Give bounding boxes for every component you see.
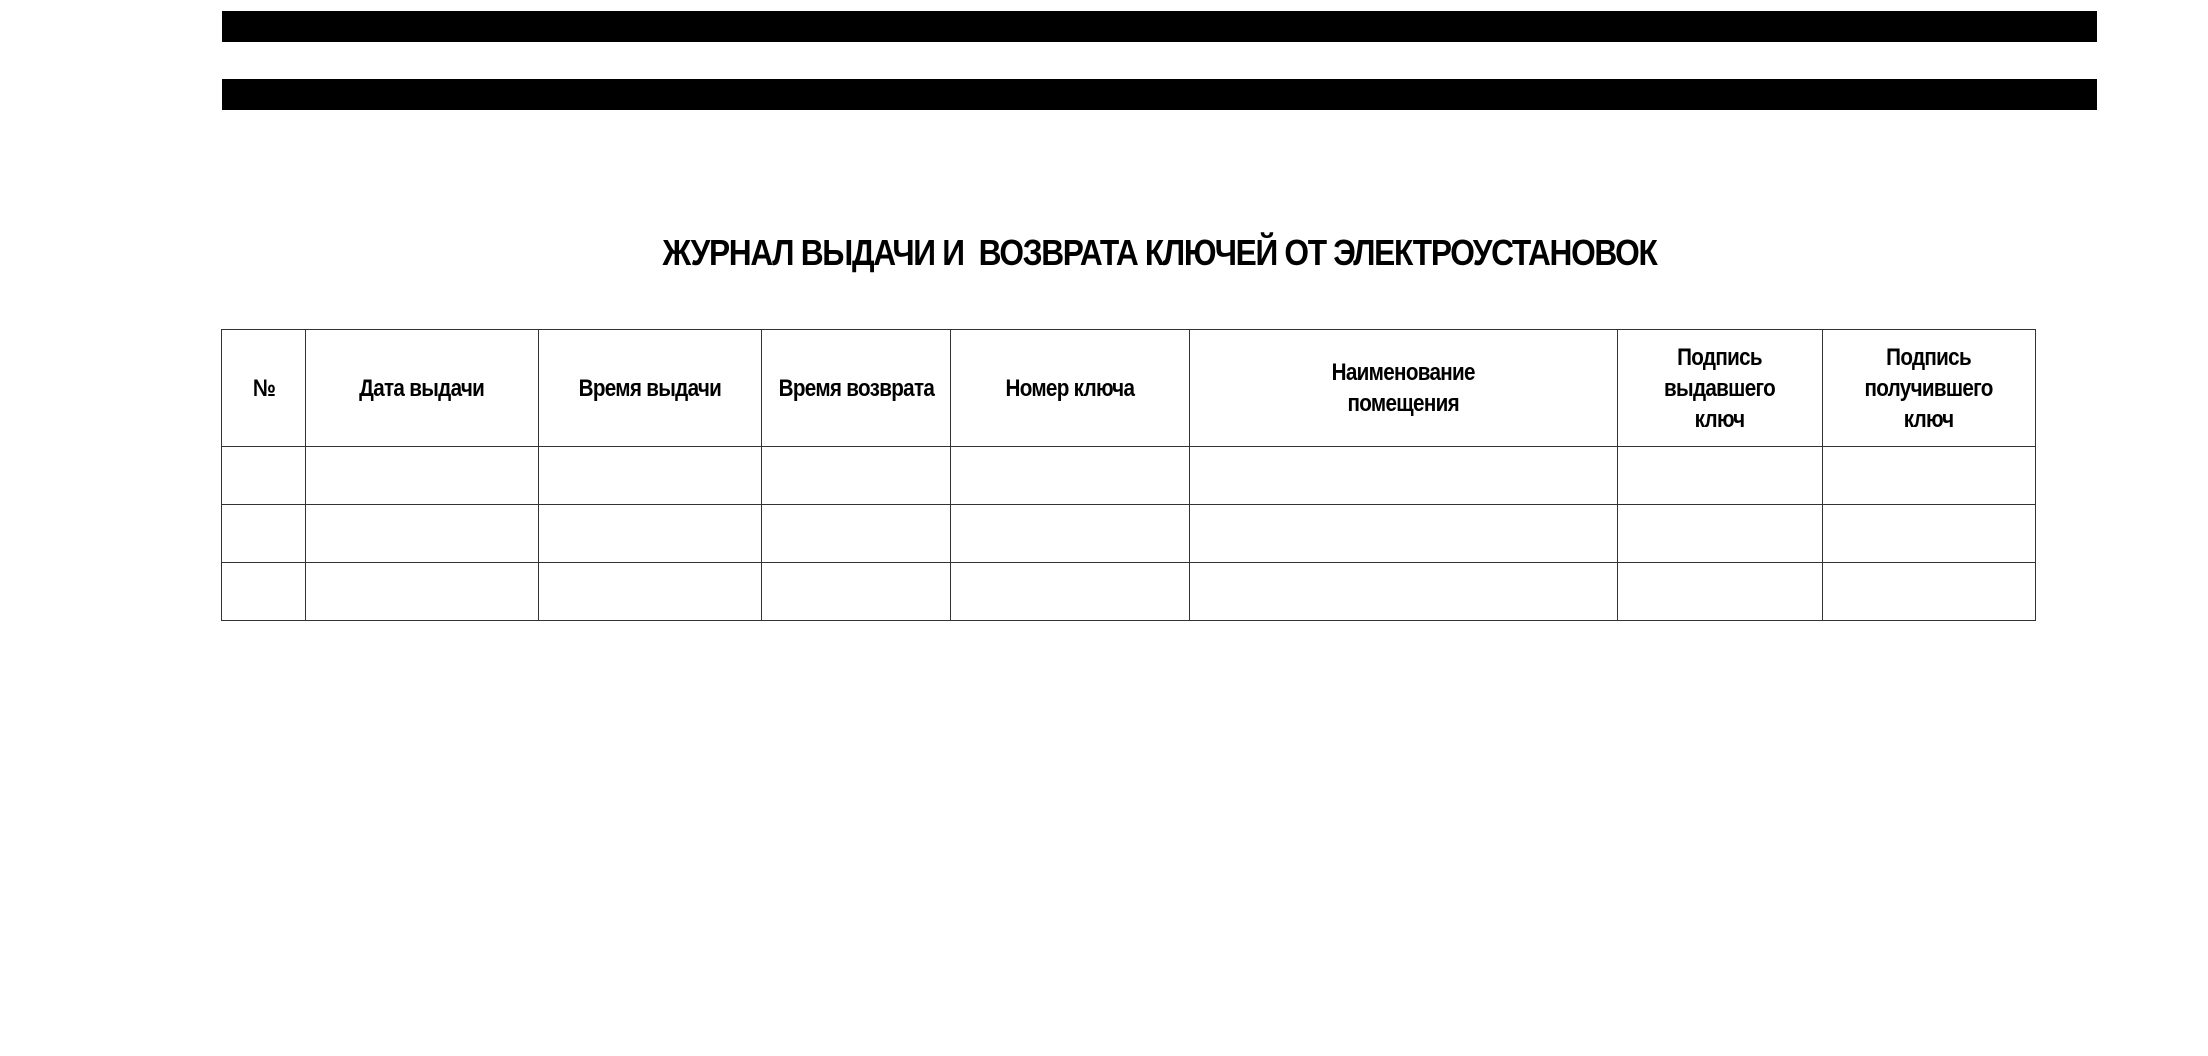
table-cell — [951, 505, 1190, 563]
table-cell — [762, 447, 951, 505]
table-row — [222, 563, 2036, 621]
table-cell — [762, 563, 951, 621]
table-cell — [1823, 563, 2036, 621]
column-header-receiver-signature: Подпись получившего ключ — [1823, 330, 2036, 447]
column-header-return-time: Время возврата — [762, 330, 951, 447]
column-header-room-name: Наименование помещения — [1190, 330, 1618, 447]
table-cell — [306, 505, 539, 563]
table-cell — [951, 447, 1190, 505]
table-cell — [222, 505, 306, 563]
column-header-key-number: Номер ключа — [951, 330, 1190, 447]
header-rule-top — [222, 11, 2097, 42]
column-header-issue-time: Время выдачи — [539, 330, 762, 447]
table-row — [222, 447, 2036, 505]
table-cell — [539, 505, 762, 563]
table-cell — [1618, 505, 1823, 563]
table-cell — [222, 563, 306, 621]
table-cell — [539, 563, 762, 621]
table-row — [222, 505, 2036, 563]
table-cell — [1618, 447, 1823, 505]
table-cell — [762, 505, 951, 563]
table-cell — [1190, 505, 1618, 563]
table-cell — [1823, 505, 2036, 563]
table-header-row — [222, 330, 2036, 447]
table-cell — [1618, 563, 1823, 621]
column-header-issuer-signature: Подпись выдавшего ключ — [1618, 330, 1823, 447]
column-header-number: № — [222, 330, 306, 447]
key-journal-table — [221, 329, 2036, 621]
column-header-issue-date: Дата выдачи — [306, 330, 539, 447]
header-rule-bottom — [222, 79, 2097, 110]
table-cell — [222, 447, 306, 505]
table-cell — [1190, 447, 1618, 505]
table-cell — [1190, 563, 1618, 621]
table-cell — [539, 447, 762, 505]
table-cell — [306, 447, 539, 505]
table-cell — [1823, 447, 2036, 505]
table-cell — [306, 563, 539, 621]
document-title: ЖУРНАЛ ВЫДАЧИ И ВОЗВРАТА КЛЮЧЕЙ ОТ ЭЛЕКТРОУСТАНОВОК — [662, 232, 1657, 273]
table-cell — [951, 563, 1190, 621]
